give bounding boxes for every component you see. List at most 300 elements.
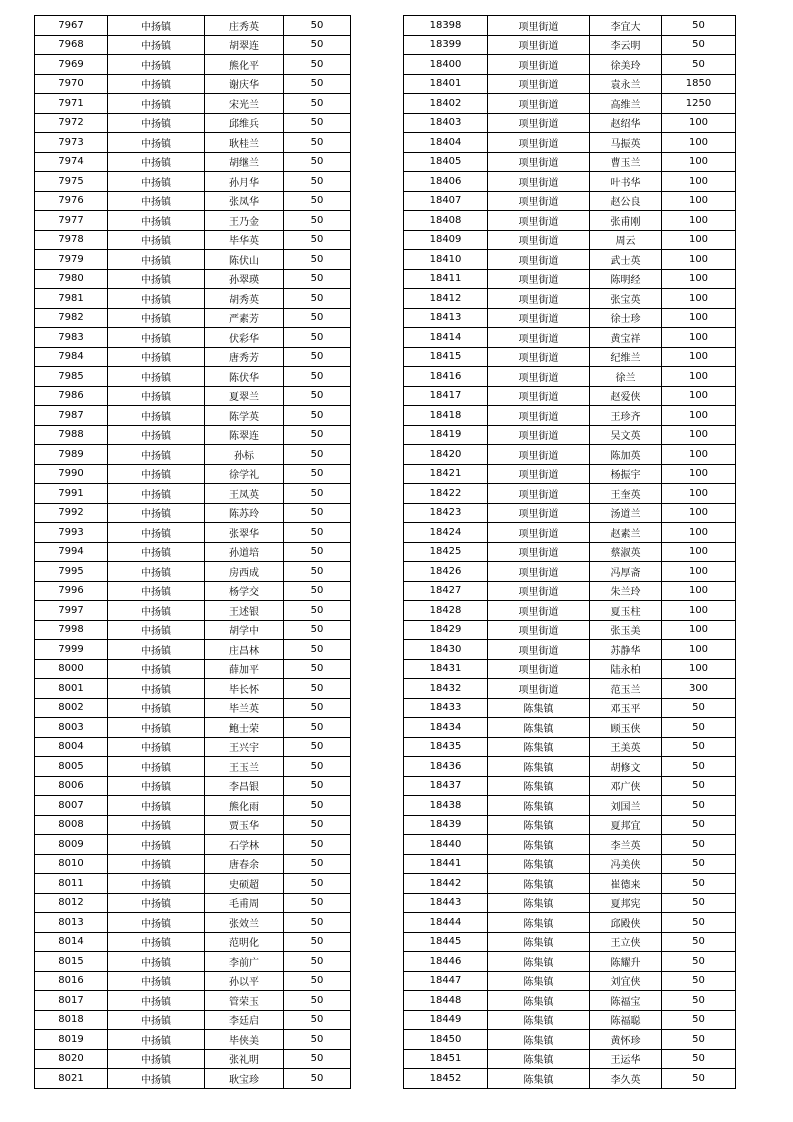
amount-cell: 50 <box>662 55 736 75</box>
amount-cell: 50 <box>284 776 351 796</box>
amount-cell: 1850 <box>662 74 736 94</box>
amount-cell: 50 <box>284 445 351 465</box>
name-cell: 汤道兰 <box>590 503 662 523</box>
serial-number-cell: 18445 <box>404 932 488 952</box>
name-cell: 周云 <box>590 230 662 250</box>
amount-cell: 50 <box>662 874 736 894</box>
serial-number-cell: 18399 <box>404 35 488 55</box>
town-cell: 中扬镇 <box>108 1010 205 1030</box>
table-row <box>404 308 736 328</box>
amount-cell: 100 <box>662 211 736 231</box>
amount-cell: 50 <box>284 542 351 562</box>
table-row <box>35 35 351 55</box>
name-cell: 孙以平 <box>205 971 284 991</box>
town-cell: 中扬镇 <box>108 16 205 36</box>
town-cell: 项里街道 <box>488 347 590 367</box>
town-cell: 项里街道 <box>488 172 590 192</box>
name-cell: 陈耀升 <box>590 952 662 972</box>
name-cell: 管荣玉 <box>205 991 284 1011</box>
amount-cell: 100 <box>662 172 736 192</box>
amount-cell: 50 <box>662 698 736 718</box>
table-row <box>404 835 736 855</box>
amount-cell: 50 <box>284 991 351 1011</box>
serial-number-cell: 8013 <box>35 913 108 933</box>
table-row <box>35 16 351 36</box>
name-cell: 史硕超 <box>205 874 284 894</box>
amount-cell: 50 <box>284 601 351 621</box>
name-cell: 胡翠连 <box>205 35 284 55</box>
amount-cell: 50 <box>284 308 351 328</box>
town-cell: 项里街道 <box>488 113 590 133</box>
town-cell: 中扬镇 <box>108 698 205 718</box>
serial-number-cell: 18432 <box>404 679 488 699</box>
town-cell: 项里街道 <box>488 152 590 172</box>
amount-cell: 100 <box>662 562 736 582</box>
serial-number-cell: 18410 <box>404 250 488 270</box>
name-cell: 陈福宝 <box>590 991 662 1011</box>
amount-cell: 50 <box>284 94 351 114</box>
town-cell: 中扬镇 <box>108 35 205 55</box>
table-row <box>35 406 351 426</box>
serial-number-cell: 8017 <box>35 991 108 1011</box>
town-cell: 中扬镇 <box>108 308 205 328</box>
town-cell: 陈集镇 <box>488 796 590 816</box>
amount-cell: 50 <box>284 425 351 445</box>
name-cell: 顾玉侠 <box>590 718 662 738</box>
table-row <box>35 874 351 894</box>
name-cell: 孙翠瑛 <box>205 269 284 289</box>
name-cell: 刘宜侠 <box>590 971 662 991</box>
serial-number-cell: 8018 <box>35 1010 108 1030</box>
town-cell: 中扬镇 <box>108 503 205 523</box>
table-row <box>35 679 351 699</box>
serial-number-cell: 18431 <box>404 659 488 679</box>
table-row <box>35 737 351 757</box>
serial-number-cell: 7982 <box>35 308 108 328</box>
name-cell: 王珍齐 <box>590 406 662 426</box>
serial-number-cell: 8012 <box>35 893 108 913</box>
town-cell: 中扬镇 <box>108 328 205 348</box>
name-cell: 王述银 <box>205 601 284 621</box>
table-row <box>404 1030 736 1050</box>
name-cell: 熊化雨 <box>205 796 284 816</box>
amount-cell: 50 <box>284 386 351 406</box>
name-cell: 赵绍华 <box>590 113 662 133</box>
town-cell: 中扬镇 <box>108 679 205 699</box>
serial-number-cell: 7995 <box>35 562 108 582</box>
table-row <box>35 952 351 972</box>
name-cell: 蔡淑英 <box>590 542 662 562</box>
table-row <box>404 971 736 991</box>
town-cell: 中扬镇 <box>108 152 205 172</box>
serial-number-cell: 18404 <box>404 133 488 153</box>
table-row <box>404 289 736 309</box>
table-row <box>35 991 351 1011</box>
amount-cell: 50 <box>284 620 351 640</box>
town-cell: 陈集镇 <box>488 815 590 835</box>
serial-number-cell: 8006 <box>35 776 108 796</box>
name-cell: 严素芳 <box>205 308 284 328</box>
table-row <box>404 133 736 153</box>
table-row <box>35 815 351 835</box>
table-row <box>404 328 736 348</box>
town-cell: 陈集镇 <box>488 991 590 1011</box>
name-cell: 夏玉柱 <box>590 601 662 621</box>
amount-cell: 50 <box>662 757 736 777</box>
town-cell: 中扬镇 <box>108 269 205 289</box>
serial-number-cell: 8020 <box>35 1049 108 1069</box>
town-cell: 中扬镇 <box>108 113 205 133</box>
name-cell: 伏彩华 <box>205 328 284 348</box>
table-row <box>35 776 351 796</box>
name-cell: 陈伏华 <box>205 367 284 387</box>
name-cell: 陈伏山 <box>205 250 284 270</box>
table-row <box>404 367 736 387</box>
table-row <box>404 874 736 894</box>
name-cell: 耿宝珍 <box>205 1069 284 1089</box>
name-cell: 石学林 <box>205 835 284 855</box>
name-cell: 胡继兰 <box>205 152 284 172</box>
amount-cell: 50 <box>284 854 351 874</box>
name-cell: 范玉兰 <box>590 679 662 699</box>
serial-number-cell: 7974 <box>35 152 108 172</box>
amount-cell: 50 <box>284 1049 351 1069</box>
name-cell: 孙标 <box>205 445 284 465</box>
amount-cell: 50 <box>284 503 351 523</box>
name-cell: 徐美玲 <box>590 55 662 75</box>
town-cell: 中扬镇 <box>108 835 205 855</box>
table-row <box>404 659 736 679</box>
table-row <box>404 94 736 114</box>
name-cell: 徐兰 <box>590 367 662 387</box>
town-cell: 中扬镇 <box>108 484 205 504</box>
amount-cell: 50 <box>284 406 351 426</box>
serial-number-cell: 7984 <box>35 347 108 367</box>
town-cell: 陈集镇 <box>488 952 590 972</box>
table-row <box>404 406 736 426</box>
serial-number-cell: 18403 <box>404 113 488 133</box>
name-cell: 毕华英 <box>205 230 284 250</box>
amount-cell: 50 <box>284 971 351 991</box>
serial-number-cell: 7987 <box>35 406 108 426</box>
amount-cell: 100 <box>662 503 736 523</box>
town-cell: 项里街道 <box>488 581 590 601</box>
table-row <box>35 55 351 75</box>
table-row <box>35 152 351 172</box>
amount-cell: 100 <box>662 152 736 172</box>
name-cell: 张甫刚 <box>590 211 662 231</box>
table-row <box>35 191 351 211</box>
amount-cell: 50 <box>662 815 736 835</box>
table-row <box>404 172 736 192</box>
amount-cell: 50 <box>284 581 351 601</box>
table-row <box>35 94 351 114</box>
amount-cell: 100 <box>662 269 736 289</box>
serial-number-cell: 18414 <box>404 328 488 348</box>
town-cell: 项里街道 <box>488 230 590 250</box>
town-cell: 中扬镇 <box>108 562 205 582</box>
amount-cell: 50 <box>284 16 351 36</box>
amount-cell: 50 <box>284 893 351 913</box>
table-row <box>404 503 736 523</box>
town-cell: 中扬镇 <box>108 445 205 465</box>
serial-number-cell: 18409 <box>404 230 488 250</box>
serial-number-cell: 18443 <box>404 893 488 913</box>
amount-cell: 50 <box>284 1010 351 1030</box>
name-cell: 张凤华 <box>205 191 284 211</box>
serial-number-cell: 7999 <box>35 640 108 660</box>
name-cell: 徐士珍 <box>590 308 662 328</box>
table-row <box>35 1049 351 1069</box>
name-cell: 毛甫周 <box>205 893 284 913</box>
table-row <box>35 718 351 738</box>
amount-cell: 50 <box>284 113 351 133</box>
table-row <box>404 581 736 601</box>
serial-number-cell: 18406 <box>404 172 488 192</box>
serial-number-cell: 8009 <box>35 835 108 855</box>
name-cell: 袁永兰 <box>590 74 662 94</box>
town-cell: 项里街道 <box>488 503 590 523</box>
amount-cell: 50 <box>284 952 351 972</box>
serial-number-cell: 18401 <box>404 74 488 94</box>
town-cell: 中扬镇 <box>108 991 205 1011</box>
town-cell: 项里街道 <box>488 659 590 679</box>
left-table <box>34 15 351 1089</box>
amount-cell: 50 <box>284 874 351 894</box>
serial-number-cell: 8004 <box>35 737 108 757</box>
amount-cell: 50 <box>284 932 351 952</box>
serial-number-cell: 18429 <box>404 620 488 640</box>
amount-cell: 50 <box>284 484 351 504</box>
table-row <box>404 16 736 36</box>
table-row <box>404 211 736 231</box>
table-row <box>404 737 736 757</box>
name-cell: 毕兰英 <box>205 698 284 718</box>
amount-cell: 100 <box>662 620 736 640</box>
name-cell: 胡修文 <box>590 757 662 777</box>
amount-cell: 1250 <box>662 94 736 114</box>
name-cell: 陈翠连 <box>205 425 284 445</box>
amount-cell: 50 <box>662 1010 736 1030</box>
amount-cell: 50 <box>284 55 351 75</box>
town-cell: 项里街道 <box>488 211 590 231</box>
town-cell: 项里街道 <box>488 523 590 543</box>
amount-cell: 50 <box>284 913 351 933</box>
name-cell: 薛加平 <box>205 659 284 679</box>
serial-number-cell: 18426 <box>404 562 488 582</box>
town-cell: 项里街道 <box>488 464 590 484</box>
amount-cell: 100 <box>662 464 736 484</box>
town-cell: 中扬镇 <box>108 74 205 94</box>
serial-number-cell: 18447 <box>404 971 488 991</box>
table-row <box>404 464 736 484</box>
name-cell: 熊化平 <box>205 55 284 75</box>
town-cell: 陈集镇 <box>488 1069 590 1089</box>
table-row <box>35 796 351 816</box>
town-cell: 中扬镇 <box>108 874 205 894</box>
serial-number-cell: 18446 <box>404 952 488 972</box>
serial-number-cell: 8021 <box>35 1069 108 1089</box>
town-cell: 陈集镇 <box>488 854 590 874</box>
town-cell: 中扬镇 <box>108 386 205 406</box>
name-cell: 纪维兰 <box>590 347 662 367</box>
amount-cell: 50 <box>284 815 351 835</box>
amount-cell: 100 <box>662 445 736 465</box>
amount-cell: 100 <box>662 230 736 250</box>
town-cell: 项里街道 <box>488 191 590 211</box>
amount-cell: 100 <box>662 386 736 406</box>
table-row <box>35 133 351 153</box>
serial-number-cell: 18439 <box>404 815 488 835</box>
town-cell: 项里街道 <box>488 16 590 36</box>
amount-cell: 50 <box>284 211 351 231</box>
name-cell: 崔德来 <box>590 874 662 894</box>
name-cell: 赵公良 <box>590 191 662 211</box>
town-cell: 项里街道 <box>488 562 590 582</box>
serial-number-cell: 8001 <box>35 679 108 699</box>
serial-number-cell: 18433 <box>404 698 488 718</box>
town-cell: 中扬镇 <box>108 737 205 757</box>
table-row <box>404 152 736 172</box>
amount-cell: 50 <box>284 230 351 250</box>
name-cell: 高维兰 <box>590 94 662 114</box>
town-cell: 项里街道 <box>488 35 590 55</box>
name-cell: 王玉兰 <box>205 757 284 777</box>
serial-number-cell: 7994 <box>35 542 108 562</box>
town-cell: 中扬镇 <box>108 191 205 211</box>
serial-number-cell: 18405 <box>404 152 488 172</box>
town-cell: 中扬镇 <box>108 406 205 426</box>
name-cell: 胡学中 <box>205 620 284 640</box>
name-cell: 张效兰 <box>205 913 284 933</box>
serial-number-cell: 7978 <box>35 230 108 250</box>
town-cell: 陈集镇 <box>488 1010 590 1030</box>
amount-cell: 50 <box>662 718 736 738</box>
name-cell: 冯厚斋 <box>590 562 662 582</box>
serial-number-cell: 7997 <box>35 601 108 621</box>
table-row <box>35 289 351 309</box>
table-row <box>35 581 351 601</box>
table-row <box>35 601 351 621</box>
name-cell: 房西成 <box>205 562 284 582</box>
amount-cell: 50 <box>284 74 351 94</box>
table-row <box>404 230 736 250</box>
amount-cell: 50 <box>662 835 736 855</box>
right-table-body <box>404 16 736 1089</box>
name-cell: 夏翠兰 <box>205 386 284 406</box>
town-cell: 中扬镇 <box>108 1030 205 1050</box>
table-row <box>35 445 351 465</box>
table-row <box>35 640 351 660</box>
serial-number-cell: 18422 <box>404 484 488 504</box>
town-cell: 陈集镇 <box>488 698 590 718</box>
table-row <box>404 757 736 777</box>
table-row <box>35 659 351 679</box>
table-row <box>404 854 736 874</box>
amount-cell: 100 <box>662 523 736 543</box>
name-cell: 范明化 <box>205 932 284 952</box>
name-cell: 邱维兵 <box>205 113 284 133</box>
town-cell: 中扬镇 <box>108 367 205 387</box>
name-cell: 陈加英 <box>590 445 662 465</box>
name-cell: 庄秀英 <box>205 16 284 36</box>
name-cell: 杨学交 <box>205 581 284 601</box>
serial-number-cell: 8014 <box>35 932 108 952</box>
town-cell: 中扬镇 <box>108 94 205 114</box>
serial-number-cell: 18448 <box>404 991 488 1011</box>
table-row <box>404 815 736 835</box>
amount-cell: 50 <box>662 1049 736 1069</box>
serial-number-cell: 18428 <box>404 601 488 621</box>
amount-cell: 50 <box>662 991 736 1011</box>
amount-cell: 50 <box>284 679 351 699</box>
amount-cell: 100 <box>662 250 736 270</box>
table-row <box>35 230 351 250</box>
table-row <box>404 1049 736 1069</box>
serial-number-cell: 7998 <box>35 620 108 640</box>
amount-cell: 50 <box>284 289 351 309</box>
amount-cell: 50 <box>662 1030 736 1050</box>
name-cell: 杨振宇 <box>590 464 662 484</box>
table-row <box>35 269 351 289</box>
serial-number-cell: 7983 <box>35 328 108 348</box>
amount-cell: 50 <box>284 250 351 270</box>
serial-number-cell: 18434 <box>404 718 488 738</box>
name-cell: 张翠华 <box>205 523 284 543</box>
table-row <box>404 35 736 55</box>
name-cell: 唐春余 <box>205 854 284 874</box>
serial-number-cell: 7976 <box>35 191 108 211</box>
left-table-body <box>35 16 351 1089</box>
serial-number-cell: 18444 <box>404 913 488 933</box>
serial-number-cell: 7975 <box>35 172 108 192</box>
town-cell: 中扬镇 <box>108 932 205 952</box>
table-row <box>404 893 736 913</box>
town-cell: 中扬镇 <box>108 250 205 270</box>
table-row <box>35 971 351 991</box>
name-cell: 赵爱侠 <box>590 386 662 406</box>
amount-cell: 50 <box>662 16 736 36</box>
name-cell: 耿桂兰 <box>205 133 284 153</box>
serial-number-cell: 8007 <box>35 796 108 816</box>
name-cell: 邱殿侠 <box>590 913 662 933</box>
amount-cell: 50 <box>662 952 736 972</box>
town-cell: 陈集镇 <box>488 932 590 952</box>
serial-number-cell: 7980 <box>35 269 108 289</box>
amount-cell: 100 <box>662 601 736 621</box>
table-row <box>404 952 736 972</box>
town-cell: 中扬镇 <box>108 425 205 445</box>
table-row <box>404 269 736 289</box>
town-cell: 项里街道 <box>488 445 590 465</box>
amount-cell: 50 <box>662 737 736 757</box>
serial-number-cell: 18430 <box>404 640 488 660</box>
town-cell: 中扬镇 <box>108 913 205 933</box>
table-row <box>35 425 351 445</box>
town-cell: 项里街道 <box>488 406 590 426</box>
serial-number-cell: 18451 <box>404 1049 488 1069</box>
town-cell: 中扬镇 <box>108 971 205 991</box>
serial-number-cell: 18437 <box>404 776 488 796</box>
town-cell: 中扬镇 <box>108 289 205 309</box>
serial-number-cell: 8002 <box>35 698 108 718</box>
town-cell: 中扬镇 <box>108 854 205 874</box>
table-row <box>35 562 351 582</box>
name-cell: 吴文英 <box>590 425 662 445</box>
serial-number-cell: 18400 <box>404 55 488 75</box>
amount-cell: 100 <box>662 659 736 679</box>
town-cell: 中扬镇 <box>108 581 205 601</box>
